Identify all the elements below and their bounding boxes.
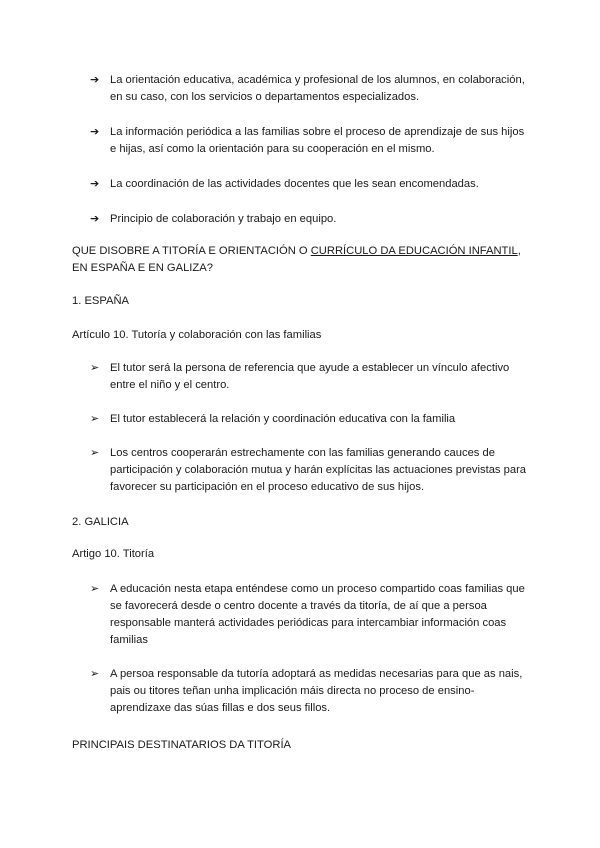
espana-list (90, 360, 528, 496)
list-item-text: El tutor será la persona de referencia que ayude a establecer un vínculo afectivo entre el niño y el centro. (110, 362, 510, 391)
arrow-right-icon: ➔ (90, 213, 100, 225)
list-item (90, 72, 528, 106)
question-text: QUE DISOBRE A TITORÍA E ORIENTACIÓN O (72, 245, 311, 257)
list-item (90, 411, 528, 428)
question-underlined: CURRÍCULO DA EDUCACIÓN INFANTIL (310, 245, 518, 257)
list-item-text: La coordinación de las actividades docentes que les sean encomendadas. (110, 178, 479, 190)
section-heading-espana: 1. ESPAÑA (72, 295, 129, 307)
list-item (90, 360, 528, 394)
section-heading-galicia: 2. GALICIA (72, 516, 129, 528)
arrow-right-icon: ➔ (90, 178, 100, 190)
question-heading (72, 243, 528, 277)
list-item (90, 666, 528, 717)
article-title-galicia: Artigo 10. Titoría (72, 548, 155, 560)
list-item-text: Principio de colaboración y trabajo en equipo. (110, 213, 337, 225)
list-item-text: A persoa responsable da tutoría adoptará as medidas necesarias para que as nais, pais ou titores teñan unha implicación máis directa no proceso de ensino-aprendizaxe das súas fillas e dos seus fillos. (110, 668, 523, 714)
objectives-list (90, 72, 528, 228)
list-item (90, 581, 528, 649)
principais-heading: PRINCIPAIS DESTINATARIOS DA TITORÍA (72, 739, 292, 751)
arrow-right-icon: ➔ (90, 74, 100, 86)
arrowhead-right-icon: ➢ (90, 583, 100, 595)
arrowhead-right-icon: ➢ (90, 447, 100, 459)
arrowhead-right-icon: ➢ (90, 413, 100, 425)
list-item (90, 445, 528, 496)
list-item-text: El tutor establecerá la relación y coordinación educativa con la familia (110, 413, 456, 425)
arrowhead-right-icon: ➢ (90, 362, 100, 374)
list-item (90, 176, 528, 193)
list-item-text: Los centros cooperarán estrechamente con las familias generando cauces de participación y colaboración mutua y harán explícitas las actuaciones previstas para favorecer su participación en el proceso educativo de sus hijos. (110, 447, 527, 493)
galicia-list (90, 581, 528, 717)
list-item-text: A educación nesta etapa enténdese como un proceso compartido coas familias que se favorecerá desde o centro docente a través da titoría, de aí que a persoa responsable manterá actividades periódicas para intercambiar información coas familias (110, 583, 525, 646)
list-item-text: La orientación educativa, académica y profesional de los alumnos, en colaboración, en su caso, con los servicios o departamentos especializados. (110, 74, 525, 103)
question-text-end: , EN ESPAÑA E EN GALIZA? (72, 245, 521, 274)
arrow-right-icon: ➔ (90, 126, 100, 138)
list-item (90, 211, 528, 228)
article-title-espana: Artículo 10. Tutoría y colaboración con las familias (72, 329, 322, 341)
arrowhead-right-icon: ➢ (90, 668, 100, 680)
list-item (90, 124, 528, 158)
list-item-text: La información periódica a las familias sobre el proceso de aprendizaje de sus hijos e hijas, así como la orientación para su cooperación en el mismo. (110, 126, 525, 155)
